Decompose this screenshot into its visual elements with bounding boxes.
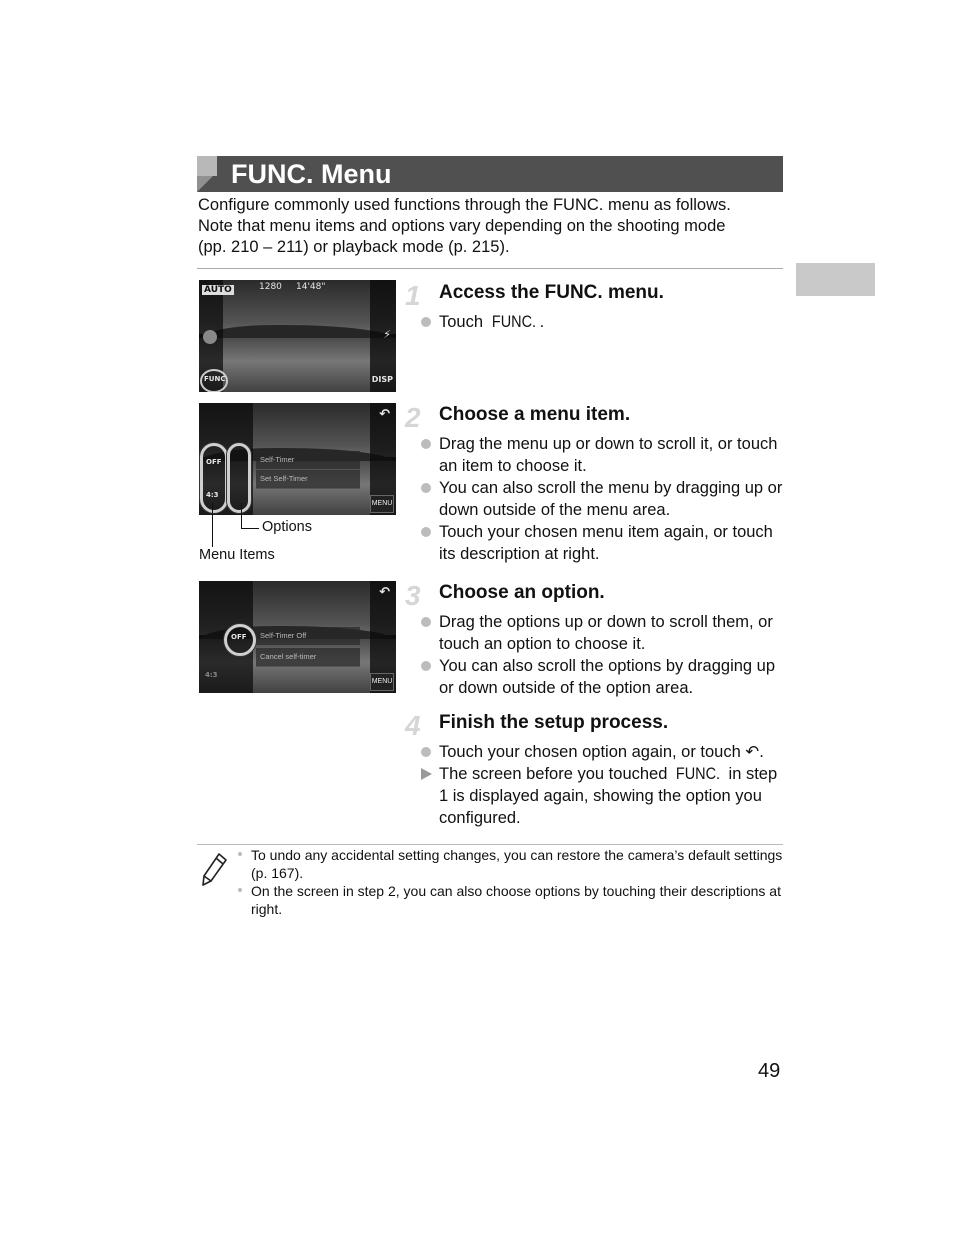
page-title: FUNC. Menu (231, 159, 392, 189)
step-number-3: 3 (405, 580, 421, 611)
options-oval[interactable] (227, 443, 251, 513)
step-title-2: Choose a menu item. (439, 404, 631, 425)
time-remaining-readout: 14'48" (296, 282, 326, 292)
step-4-result: The screen before you touched FUNC. in step 1 is displayed again, showing the option you configured. (439, 763, 784, 829)
header-corner-triangle (197, 176, 213, 192)
step-number-2: 2 (405, 402, 421, 433)
disp-button[interactable]: DISP (371, 375, 393, 384)
step-3-bullet-1: Drag the options up or down to scroll them, or touch an option to choose it. (439, 611, 784, 655)
options-callout-line (241, 503, 242, 528)
chapter-tab (796, 263, 875, 296)
intro-line-3: (pp. 210 – 211) or playback mode (p. 215). (198, 238, 510, 256)
options-label: Options (262, 519, 312, 535)
func-glyph: FUNC. (675, 764, 721, 783)
intro-line-2: Note that menu items and options vary depending on the shooting mode (198, 217, 726, 235)
return-icon: ↶ (745, 743, 760, 761)
note-item-1: To undo any accidental setting changes, you can restore the camera’s default settings (p. 167). (251, 846, 783, 882)
step-2-bullet-1: Drag the menu up or down to scroll it, or touch an item to choose it. (439, 433, 784, 477)
menu-items-oval[interactable] (200, 443, 228, 513)
menu-items-callout-line (212, 503, 213, 547)
pencil-icon (200, 851, 230, 887)
step-3-bullet-2: You can also scroll the options by dragging up or down outside of the option area. (439, 655, 784, 699)
note-divider (197, 844, 783, 845)
camera-screen-step-1 (199, 280, 396, 392)
step-4-bullet-1: Touch your chosen option again, or touch ↶. (439, 741, 784, 763)
step-title-3: Choose an option. (439, 582, 605, 603)
resolution-readout: 1280 (259, 282, 282, 292)
step-2-bullet-3: Touch your chosen menu item again, or touch its description at right. (439, 521, 784, 565)
step-title-4: Finish the setup process. (439, 712, 669, 733)
header-corner-square (197, 156, 217, 176)
divider (197, 268, 783, 269)
menu-description-2[interactable]: Set Self-Timer (256, 470, 360, 489)
record-icon (203, 330, 217, 344)
step-number-4: 4 (405, 710, 421, 741)
back-icon[interactable]: ↶ (379, 407, 390, 422)
intro-paragraph (198, 195, 788, 258)
step-2-bullet-2: You can also scroll the menu by dragging up or down outside of the menu area. (439, 477, 784, 521)
func-button[interactable]: FUNC (200, 369, 228, 392)
menu-button[interactable]: MENU (370, 495, 394, 513)
step-title-1: Access the FUNC. menu. (439, 282, 664, 303)
option-description-1[interactable]: Self-Timer Off (256, 627, 360, 646)
camera-screen-step-2 (199, 403, 396, 515)
note-item-2: On the screen in step 2, you can also choose options by touching their descriptions at right. (251, 882, 783, 918)
aspect-ratio-icon: 4:3 (205, 671, 218, 679)
aspect-ratio-icon: 4:3 (206, 491, 219, 499)
option-description-2[interactable]: Cancel self-timer (256, 648, 360, 667)
back-icon[interactable]: ↶ (379, 585, 390, 600)
step-number-1: 1 (405, 280, 421, 311)
self-timer-off-icon: OFF (231, 633, 247, 641)
auto-mode-icon: AUTO (204, 285, 232, 295)
camera-screen-step-3 (199, 581, 396, 693)
menu-items-label: Menu Items (199, 547, 275, 563)
self-timer-off-icon: OFF (206, 458, 222, 466)
flash-icon: ⚡ (383, 328, 391, 341)
step-1-bullet: Touch FUNC. . (439, 311, 784, 333)
menu-button[interactable]: MENU (370, 673, 394, 691)
func-glyph: FUNC. (491, 312, 536, 331)
intro-line-1: Configure commonly used functions through the FUNC. menu as follows. (198, 196, 731, 214)
menu-description-1[interactable]: Self-Timer (256, 451, 360, 470)
page-number: 49 (758, 1060, 781, 1082)
